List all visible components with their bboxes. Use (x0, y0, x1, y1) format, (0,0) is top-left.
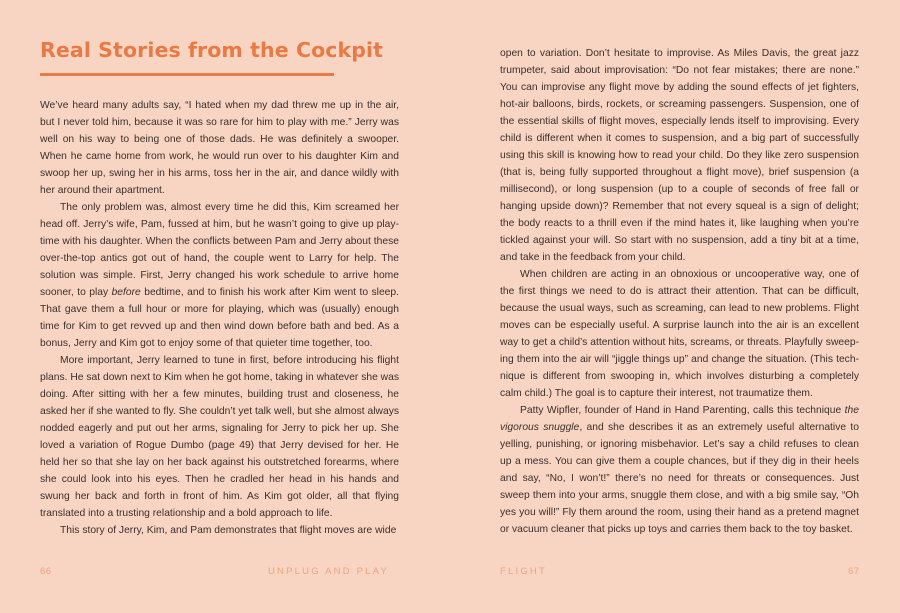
running-head: UNPLUG AND PLAY (268, 566, 389, 577)
running-head: FLIGHT (500, 566, 547, 577)
paragraph-text: open to variation. Don’t hesitate to improvise. As Miles Davis, the great jazz trumpeter, said about improvisation: “Do not fear mistakes; there are none.” You can improvise any flight move by adding the sound effects of jet fighters, hot-air balloons, birds, rockets, or screaming passengers. Suspension, one of the essential skills of flight moves, especially lends itself to improvising. Every child is different when it comes to suspension, and a big part of successfully using this skill is knowing how to read your child. Do they like zero suspension (that is, being fully supported throughout a flight move), brief suspension (a millisecond), or long suspension (up to a couple of seconds of free fall or hanging upside down)? Remember that not every squeal is a sign of delight; the body reacts to a thrill even if the mind hates it, like laughing when you’re tickled against your will. So start with no suspension, add a tiny bit at a time, and take in the feedback from your child. (500, 48, 859, 263)
italic-text: before (111, 287, 141, 298)
right-page (450, 0, 900, 613)
italic-text: the vigorous snuggle (500, 405, 859, 433)
paragraph (40, 199, 399, 352)
paragraph (40, 352, 399, 522)
paragraph-text: , and she describes it as an extremely useful alternative to yelling, punishing, or ignoring misbehavior. Let’s say a child refuses to clean up a mess. You can give them a couple chances, but if they dig in their heels and say, “No, I won’t!” there’s no need for threats or consequences. Just sweep them into your arms, snuggle them close, and with a big smile say, “Oh yes you will!” Fly them around the room, using their hand as a pretend magnet or vacuum cleaner that picks up toys and carries them back to the toy basket. (500, 422, 860, 535)
heading-underline (40, 73, 334, 76)
paragraph-text: Patty Wipfler, founder of Hand in Hand Parenting, calls this technique (520, 405, 845, 416)
left-body-text (40, 97, 399, 539)
paragraph-text: We’ve heard many adults say, “I hated when my dad threw me up in the air, but I never told him, because it was so rare for him to play with me.” Jerry was well on his way to being one of those dads. He was definitely a swooper. When he came home from work, he would run over to his daughter Kim and swoop her up, swing her in his arms, toss her in the air, and dance wildly with her around their apartment. (40, 100, 399, 196)
paragraph (500, 45, 859, 266)
page-number: 66 (40, 566, 52, 577)
paragraph (40, 97, 399, 199)
paragraph (500, 266, 859, 402)
paragraph (500, 402, 859, 538)
paragraph-text: More important, Jerry learned to tune in first, before introducing his flight plans. He sat down next to Kim when he got home, taking in whatever she was doing. After sitting with her a few minutes, building trust and closeness, he asked her if she wanted to fly. She couldn’t yet talk well, but she almost always nodded eagerly and put out her arms, signaling for Jerry to pick her up. She loved a variation of Rogue Dumbo (page 49) that Jerry devised for her. He held her so that she lay on her back against his outstretched forearms, where she could look into his eyes. Then he cradled her head in his hands and swung her back and forth in front of him. As Kim got older, all that flying translated into a trusting relationship and a bold approach to life. (40, 355, 399, 519)
page-number: 67 (848, 566, 860, 577)
paragraph (40, 522, 399, 539)
paragraph-text: bedtime, and to finish his work after Kim went to sleep. That gave them a full hour or more for playing, which was (usually) enough time for Kim to get revved up and then wind down before bath and bed. As a bonus, Jerry and Kim got to enjoy some of that quieter time together, too. (40, 287, 399, 349)
paragraph-text: The only problem was, almost every time he did this, Kim screamed her head off. Jerry’s wife, Pam, fussed at him, but he wasn’t going to give up playtime with his daughter. When the conflicts between Pam and Jerry about these over-the-top antics got out of hand, the couple went to Larry for help. The solution was simple. First, Jerry changed his work schedule to arrive home sooner, to play (40, 202, 399, 298)
paragraph-text: This story of Jerry, Kim, and Pam demonstrates that flight moves are wide (60, 525, 397, 536)
section-heading: Real Stories from the Cockpit (40, 38, 384, 62)
right-body-text (500, 45, 859, 538)
paragraph-text: When children are acting in an obnoxious or uncooperative way, one of the first things we need to do is attract their attention. That can be difficult, because the usual ways, such as screaming, can lead to new problems. Flight moves can be especially useful. A surprise launch into the air is an excellent way to get a child’s attention without hits, screams, or threats. Playfully sweeping them into the air will “jiggle things up” and change the situation. (This technique is different from swooping in, which involves disturbing a completely calm child.) The goal is to capture their interest, not traumatize them. (500, 269, 859, 399)
